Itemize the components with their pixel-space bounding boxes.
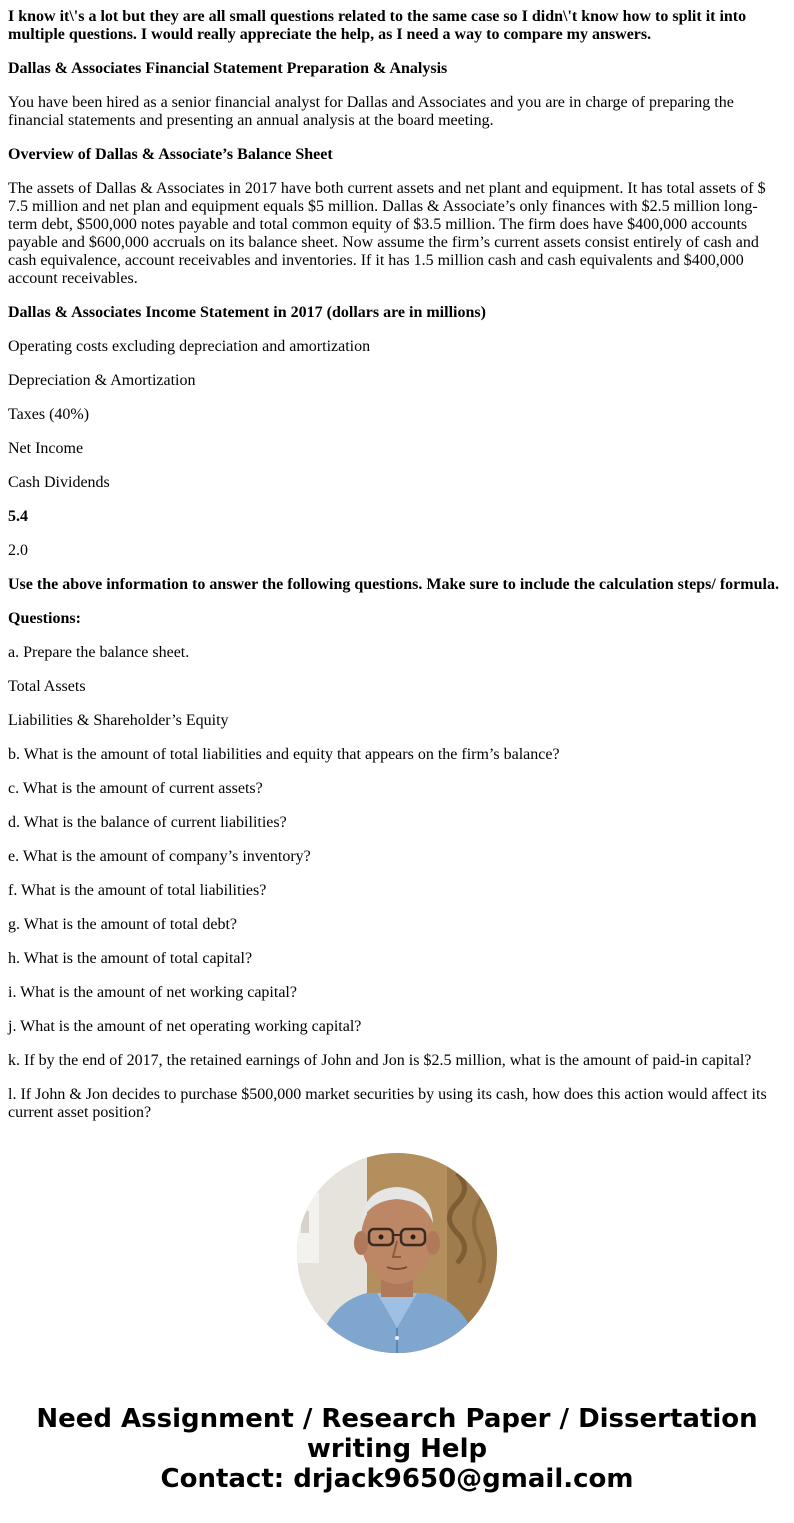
promo-contact: Contact: drjack9650@gmail.com <box>160 1464 634 1494</box>
table-label-total-assets: Total Assets <box>8 678 86 695</box>
promo-banner <box>0 1404 794 1494</box>
income-line: Taxes (40%) <box>8 406 90 423</box>
question-item: d. What is the balance of current liabilities? <box>8 814 287 831</box>
question-item: k. If by the end of 2017, the retained earnings of John and Jon is $2.5 million, what is the amount of paid-in capital? <box>8 1052 752 1069</box>
income-value: 2.0 <box>8 542 28 559</box>
income-statement-heading: Dallas & Associates Income Statement in 2017 (dollars are in millions) <box>8 304 486 321</box>
promo-line: Need Assignment / Research Paper / Dissertation <box>36 1404 758 1434</box>
question-item: h. What is the amount of total capital? <box>8 950 253 967</box>
question-item: c. What is the amount of current assets? <box>8 780 263 797</box>
question-item: a. Prepare the balance sheet. <box>8 644 190 661</box>
income-line: Cash Dividends <box>8 474 110 491</box>
question-item: f. What is the amount of total liabilities? <box>8 882 267 899</box>
question-item: b. What is the amount of total liabilities and equity that appears on the firm’s balance? <box>8 746 560 763</box>
question-item: l. If John & Jon decides to purchase $500,000 market securities by using its cash, how does this action would affect its current asset position? <box>8 1086 767 1121</box>
balance-overview-heading: Overview of Dallas & Associate’s Balance Sheet <box>8 146 333 163</box>
income-value: 5.4 <box>8 508 28 525</box>
income-line: Net Income <box>8 440 84 457</box>
question-item: e. What is the amount of company’s inventory? <box>8 848 311 865</box>
promo-line: writing Help <box>306 1434 488 1464</box>
case-title: Dallas & Associates Financial Statement Preparation & Analysis <box>8 60 448 77</box>
tutor-avatar <box>297 1153 497 1353</box>
income-line: Operating costs excluding depreciation and amortization <box>8 338 371 355</box>
income-line: Depreciation & Amortization <box>8 372 196 389</box>
table-label-liabilities: Liabilities & Shareholder’s Equity <box>8 712 229 729</box>
questions-heading: Questions: <box>8 610 81 627</box>
question-item: i. What is the amount of net working capital? <box>8 984 297 1001</box>
post-intro: I know it\'s a lot but they are all small questions related to the same case so I didn\'t know how to split it into multiple questions. I would really appreciate the help, as I need a way to compare my answers. <box>8 8 747 43</box>
case-context: You have been hired as a senior financial analyst for Dallas and Associates and you are in charge of preparing the financial statements and presenting an annual analysis at the board meeting. <box>8 94 734 129</box>
question-item: j. What is the amount of net operating working capital? <box>8 1018 362 1035</box>
tutor-portrait-image <box>297 1153 497 1353</box>
instructions: Use the above information to answer the following questions. Make sure to include the calculation steps/ formula. <box>8 576 779 593</box>
balance-overview-text: The assets of Dallas & Associates in 2017 have both current assets and net plant and equipment. It has total assets of $ 7.5 million and net plan and equipment equals $5 million. Dallas & Associate’s only finances with $2.5 million long-term debt, $500,000 notes payable and total common equity of $3.5 million. The firm does have $400,000 accounts payable and $600,000 accruals on its balance sheet. Now assume the firm’s current assets consist entirely of cash and cash equivalence, account receivables and inventories. If it has 1.5 million cash and cash equivalents and $400,000 account receivables. <box>8 180 766 287</box>
question-item: g. What is the amount of total debt? <box>8 916 237 933</box>
